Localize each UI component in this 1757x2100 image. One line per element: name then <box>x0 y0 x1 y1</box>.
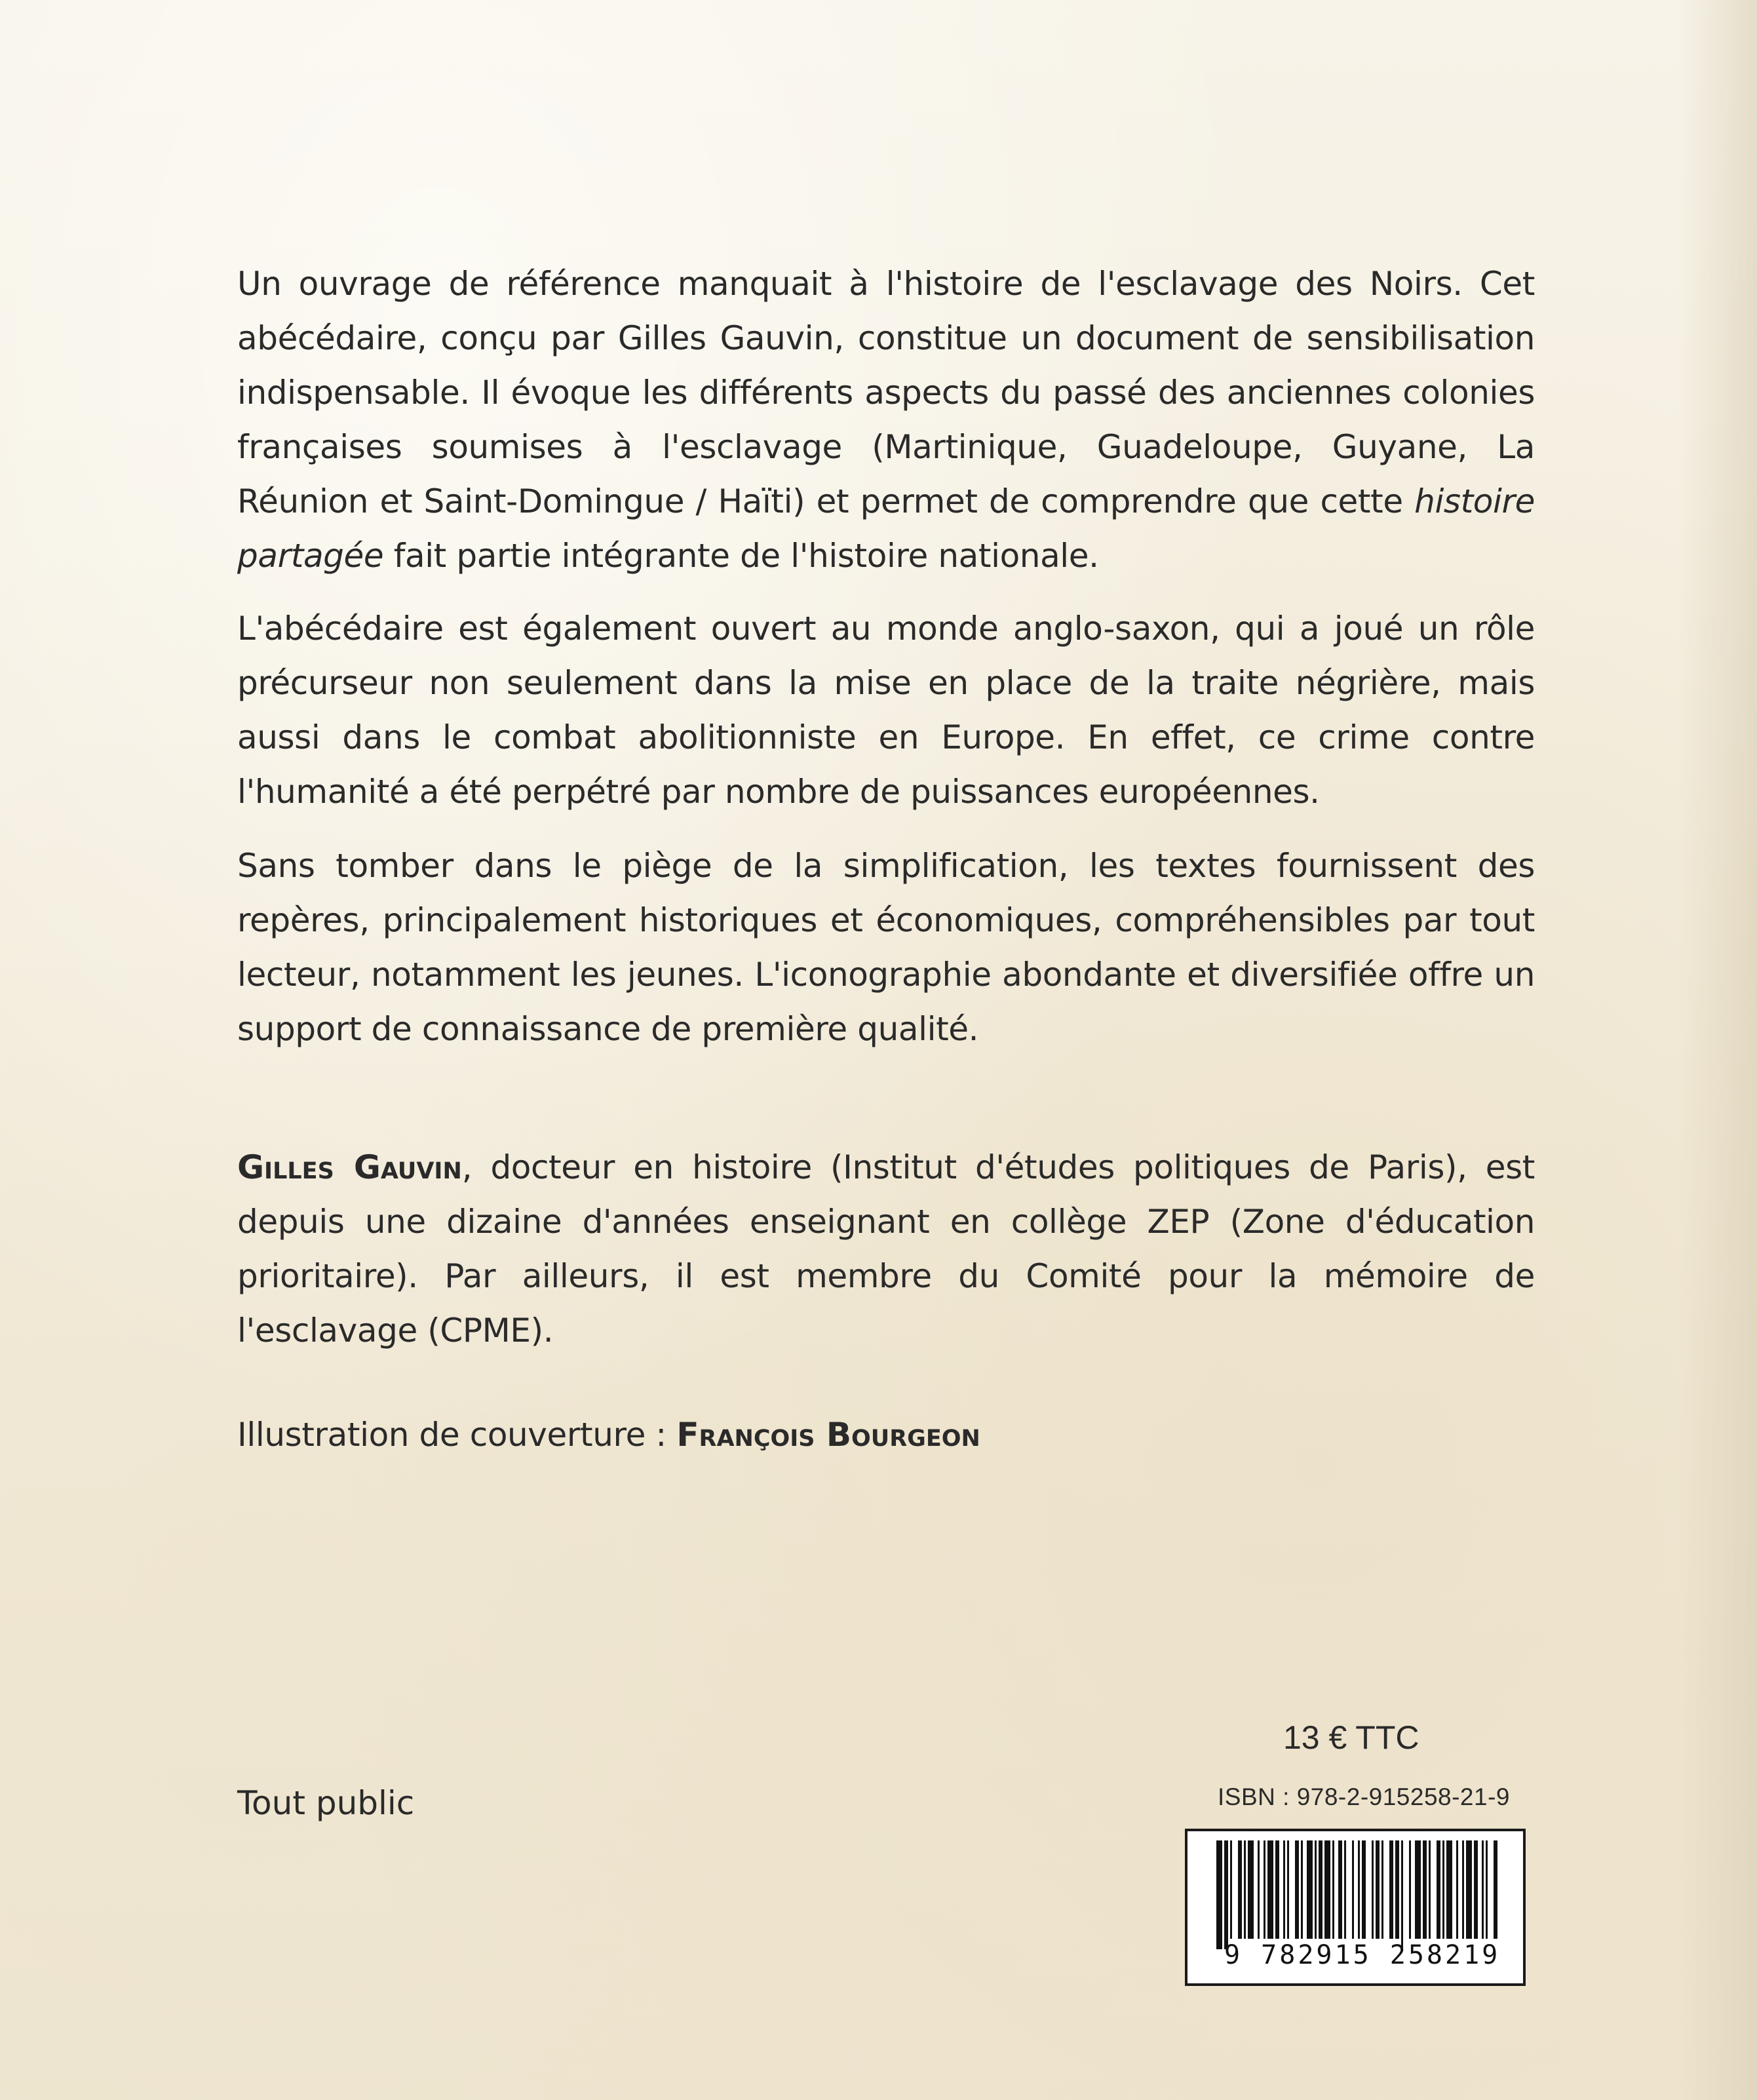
barcode-bar <box>1409 1840 1411 1939</box>
barcode-bar <box>1319 1840 1323 1939</box>
barcode-bar <box>1216 1840 1222 1949</box>
description-paragraph-1 <box>237 257 1535 583</box>
barcode-bar <box>1324 1840 1330 1939</box>
spine-shadow <box>1678 0 1757 2100</box>
barcode-bar <box>1401 1840 1403 1949</box>
barcode-bar <box>1362 1840 1366 1939</box>
paragraph-1-emphasis: histoire partagée <box>237 482 1535 575</box>
illustration-credit <box>237 1408 980 1462</box>
barcode-bar <box>1437 1840 1440 1939</box>
barcode-bar <box>1381 1840 1383 1939</box>
audience-label: Tout public <box>237 1784 415 1822</box>
barcode-bar <box>1442 1840 1444 1939</box>
barcode-bar <box>1474 1840 1478 1939</box>
barcode-bar <box>1395 1840 1399 1939</box>
barcode-bar <box>1344 1840 1346 1939</box>
barcode-bar <box>1315 1840 1317 1939</box>
barcode-bar <box>1264 1840 1265 1939</box>
barcode-digits: 9 782915 258219 <box>1224 1940 1501 1970</box>
barcode-bar <box>1352 1840 1354 1939</box>
barcode-bar <box>1295 1840 1299 1939</box>
barcode <box>1185 1829 1526 1986</box>
isbn-label: ISBN : 978-2-915258-21-9 <box>1218 1783 1510 1810</box>
paragraph-3-text: Sans tomber dans le piège de la simplification, les textes fournissent des repères, principalement historiques et économiques, compréhensibles par tout lecteur, notamment les jeunes. L'iconographie abondante et diversifiée offre un support de connaissance de première qualité. <box>237 847 1535 1048</box>
description-paragraph-3 <box>237 839 1535 1057</box>
description-paragraph-2 <box>237 602 1535 819</box>
barcode-bar <box>1376 1840 1380 1939</box>
barcode-bar <box>1482 1840 1484 1939</box>
barcode-bar <box>1332 1840 1334 1939</box>
barcode-bar <box>1429 1840 1431 1939</box>
barcode-bar <box>1275 1840 1279 1939</box>
barcode-bar <box>1423 1840 1427 1939</box>
illustrator-name: François Bourgeon <box>676 1416 980 1454</box>
barcode-bar <box>1307 1840 1313 1939</box>
barcode-bar <box>1224 1840 1228 1949</box>
barcode-bar <box>1466 1840 1472 1939</box>
barcode-bar <box>1287 1840 1289 1939</box>
author-bio-text: , docteur en histoire (Institut d'études politiques de Paris), est depuis une dizaine d'années enseignant en collège ZEP (Zone d'éducation prioritaire). Par ailleurs, il est membre du Comité pour la mémoire de l'esclavage (CPME). <box>237 1148 1535 1350</box>
author-bio <box>237 1140 1535 1358</box>
credit-label: Illustration de couverture : <box>237 1416 677 1454</box>
paragraph-1-text: Un ouvrage de référence manquait à l'histoire de l'esclavage des Noirs. Cet abécédaire, conçu par Gilles Gauvin, constitue un document de sensibilisation indispensable. Il évoque les différents aspects du passé des anciennes colonies françaises soumises à l'esclavage (Martinique, Guadeloupe, Guyane, La Réunion et Saint-Domingue / Haïti) et permet de comprendre que cette <box>237 265 1535 520</box>
barcode-bar <box>1389 1840 1393 1939</box>
barcode-bar <box>1456 1840 1458 1939</box>
barcode-bar <box>1372 1840 1374 1939</box>
barcode-bar <box>1267 1840 1273 1939</box>
barcode-bar <box>1462 1840 1464 1939</box>
barcode-bar <box>1230 1840 1232 1939</box>
price-label: 13 € TTC <box>1283 1719 1419 1756</box>
barcode-bar <box>1415 1840 1421 1939</box>
barcode-bar <box>1338 1840 1342 1939</box>
paragraph-1-end: fait partie intégrante de l'histoire nationale. <box>393 537 1099 575</box>
barcode-bar <box>1486 1840 1488 1939</box>
barcode-bar <box>1258 1840 1260 1939</box>
paragraph-2-text: L'abécédaire est également ouvert au monde anglo-saxon, qui a joué un rôle précurseur non seulement dans la mise en place de la traite négrière, mais aussi dans le combat abolitionniste en Europe. En effet, ce crime contre l'humanité a été perpétré par nombre de puissances européennes. <box>237 610 1535 811</box>
barcode-bar <box>1358 1840 1360 1939</box>
barcode-bar <box>1238 1840 1242 1939</box>
barcode-bar <box>1248 1840 1254 1939</box>
barcode-bar <box>1301 1840 1303 1939</box>
barcode-bar <box>1244 1840 1246 1939</box>
author-name: Gilles Gauvin <box>237 1148 462 1186</box>
barcode-bar <box>1446 1840 1452 1939</box>
barcode-bar <box>1494 1840 1497 1939</box>
barcode-bar <box>1283 1840 1285 1939</box>
